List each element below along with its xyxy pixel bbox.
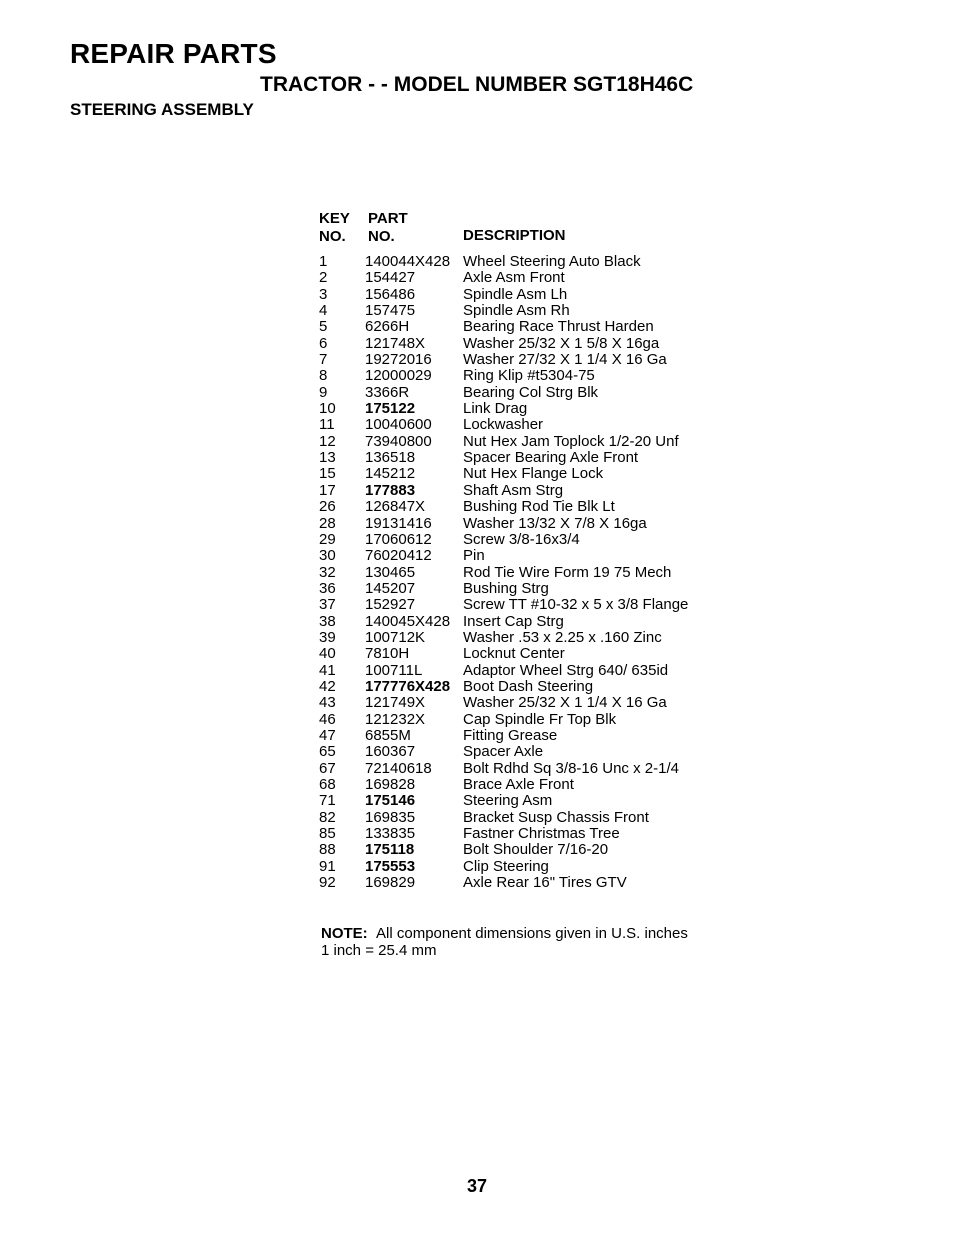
part-number: 121232X — [365, 710, 426, 728]
key-number: 28 — [319, 514, 336, 532]
table-row — [319, 319, 739, 335]
part-number: 145212 — [365, 465, 416, 483]
key-number: 41 — [319, 661, 336, 679]
key-number: 91 — [319, 857, 336, 875]
key-number: 29 — [319, 530, 336, 548]
table-row — [319, 581, 739, 597]
part-description: Axle Rear 16" Tires GTV — [463, 874, 627, 892]
part-description: Nut Hex Flange Lock — [463, 465, 604, 483]
part-description: Rod Tie Wire Form 19 75 Mech — [463, 563, 672, 581]
key-number: 3 — [319, 285, 328, 303]
key-number: 13 — [319, 449, 336, 467]
part-number: 72140618 — [365, 759, 432, 777]
table-row — [319, 401, 739, 417]
part-number: 154427 — [365, 269, 416, 287]
table-row — [319, 761, 739, 777]
part-number: 152927 — [365, 596, 416, 614]
part-number: 100712K — [365, 628, 426, 646]
table-row — [319, 744, 739, 760]
part-number: 177776X428 — [365, 677, 451, 695]
part-number: 19272016 — [365, 351, 432, 369]
part-description: Ring Klip #t5304-75 — [463, 367, 595, 385]
part-description: Link Drag — [463, 400, 528, 418]
column-header-description: DESCRIPTION — [463, 227, 566, 244]
part-number: 160367 — [365, 743, 416, 761]
table-row — [319, 777, 739, 793]
part-description: Bearing Col Strg Blk — [463, 383, 599, 401]
part-number: 76020412 — [365, 547, 432, 565]
key-number: 85 — [319, 825, 336, 843]
table-row — [319, 336, 739, 352]
table-row — [319, 303, 739, 319]
table-row — [319, 450, 739, 466]
part-description: Fastner Christmas Tree — [463, 825, 620, 843]
part-description: Spindle Asm Lh — [463, 285, 568, 303]
part-number: 3366R — [365, 383, 410, 401]
key-number: 12 — [319, 432, 336, 450]
part-number: 126847X — [365, 498, 426, 516]
key-number: 67 — [319, 759, 336, 777]
table-row — [319, 859, 739, 875]
table-row — [319, 368, 739, 384]
page-number: 37 — [466, 1176, 488, 1196]
table-row — [319, 270, 739, 286]
part-number: 175146 — [365, 792, 416, 810]
table-row — [319, 516, 739, 532]
key-number: 40 — [319, 645, 336, 663]
table-row — [319, 352, 739, 368]
table-row — [319, 695, 739, 711]
table-row — [319, 728, 739, 744]
part-description: Spindle Asm Rh — [463, 302, 570, 320]
part-description: Bushing Strg — [463, 579, 549, 597]
key-number: 42 — [319, 677, 336, 695]
key-number: 26 — [319, 498, 336, 516]
table-row — [319, 532, 739, 548]
table-row — [319, 842, 739, 858]
key-number: 36 — [319, 579, 336, 597]
key-number: 4 — [319, 302, 328, 320]
column-header-key-no: KEY NO. — [319, 210, 350, 245]
key-number: 11 — [319, 416, 335, 434]
part-number: 175122 — [365, 400, 416, 418]
part-description: Axle Asm Front — [463, 269, 565, 287]
part-number: 12000029 — [365, 367, 432, 385]
part-description: Lockwasher — [463, 416, 544, 434]
part-description: Washer 27/32 X 1 1/4 X 16 Ga — [463, 351, 667, 369]
part-description: Clip Steering — [463, 857, 549, 875]
part-number: 177883 — [365, 481, 416, 499]
part-number: 156486 — [365, 285, 416, 303]
part-description: Locknut Center — [463, 645, 565, 663]
key-number: 47 — [319, 726, 336, 744]
key-number: 5 — [319, 318, 328, 336]
key-number: 38 — [319, 612, 336, 630]
part-number: 73940800 — [365, 432, 432, 450]
key-number: 17 — [319, 481, 336, 499]
table-row — [319, 679, 739, 695]
part-number: 121748X — [365, 334, 426, 352]
column-header-part-no: PART NO. — [368, 210, 408, 245]
parts-list — [319, 254, 739, 891]
note-text: All component dimensions given in U.S. inches — [376, 925, 688, 942]
part-number: 169835 — [365, 808, 416, 826]
part-number: 175553 — [365, 857, 416, 875]
key-number: 92 — [319, 874, 336, 892]
part-description: Nut Hex Jam Toplock 1/2-20 Unf — [463, 432, 679, 450]
note-conversion: 1 inch = 25.4 mm — [321, 941, 437, 959]
key-number: 71 — [319, 792, 336, 810]
part-description: Pin — [463, 547, 485, 565]
part-description: Washer 25/32 X 1 5/8 X 16ga — [463, 334, 660, 352]
key-number: 88 — [319, 841, 336, 859]
table-row — [319, 434, 739, 450]
part-number: 169829 — [365, 874, 416, 892]
table-row — [319, 548, 739, 564]
part-number: 140044X428 — [365, 253, 451, 270]
part-description: Bracket Susp Chassis Front — [463, 808, 649, 826]
table-row — [319, 417, 739, 433]
part-description: Washer 13/32 X 7/8 X 16ga — [463, 514, 647, 532]
key-number: 32 — [319, 563, 336, 581]
key-number: 82 — [319, 808, 336, 826]
model-heading: TRACTOR - - MODEL NUMBER SGT18H46C — [260, 73, 694, 96]
key-number: 1 — [319, 253, 328, 270]
table-row — [319, 614, 739, 630]
part-number: 100711L — [365, 661, 423, 679]
key-number: 37 — [319, 596, 336, 614]
part-number: 6266H — [365, 318, 410, 336]
key-number: 65 — [319, 743, 336, 761]
part-number: 175118 — [365, 841, 415, 859]
part-number: 17060612 — [365, 530, 432, 548]
table-row — [319, 287, 739, 303]
table-row — [319, 385, 739, 401]
part-description: Wheel Steering Auto Black — [463, 253, 641, 270]
table-row — [319, 565, 739, 581]
key-number: 68 — [319, 776, 336, 793]
key-number: 6 — [319, 334, 328, 352]
key-number: 15 — [319, 465, 336, 483]
section-heading: STEERING ASSEMBLY — [70, 100, 254, 119]
table-row — [319, 646, 739, 662]
table-row — [319, 597, 739, 613]
table-row — [319, 483, 739, 499]
key-number: 46 — [319, 710, 336, 728]
table-row — [319, 663, 739, 679]
part-number: 130465 — [365, 563, 416, 581]
part-number: 19131416 — [365, 514, 432, 532]
key-number: 2 — [319, 269, 328, 287]
table-row — [319, 630, 739, 646]
part-description: Bolt Shoulder 7/16-20 — [463, 841, 609, 859]
table-row — [319, 793, 739, 809]
part-description: Bearing Race Thrust Harden — [463, 318, 654, 336]
table-row — [319, 712, 739, 728]
note — [321, 926, 688, 959]
table-row — [319, 826, 739, 842]
key-number: 43 — [319, 694, 336, 712]
part-description: Bolt Rdhd Sq 3/8-16 Unc x 2-1/4 — [463, 759, 679, 777]
part-description: Shaft Asm Strg — [463, 481, 564, 499]
part-description: Adaptor Wheel Strg 640/ 635id — [463, 661, 669, 679]
part-number: 121749X — [365, 694, 426, 712]
part-number: 169828 — [365, 776, 416, 793]
part-number: 136518 — [365, 449, 416, 467]
note-label: NOTE: — [321, 925, 368, 942]
table-row — [319, 875, 739, 891]
part-description: Insert Cap Strg — [463, 612, 564, 630]
table-row — [319, 499, 739, 515]
part-description: Screw TT #10-32 x 5 x 3/8 Flange — [463, 596, 689, 614]
part-number: 133835 — [365, 825, 416, 843]
part-number: 6855M — [365, 726, 411, 744]
part-description: Spacer Bearing Axle Front — [463, 449, 639, 467]
part-number: 145207 — [365, 579, 416, 597]
part-description: Spacer Axle — [463, 743, 544, 761]
key-number: 39 — [319, 628, 336, 646]
part-description: Brace Axle Front — [463, 776, 574, 793]
table-row — [319, 810, 739, 826]
part-description: Washer 25/32 X 1 1/4 X 16 Ga — [463, 694, 667, 712]
part-number: 140045X428 — [365, 612, 451, 630]
key-number: 7 — [319, 351, 328, 369]
part-description: Bushing Rod Tie Blk Lt — [463, 498, 615, 516]
key-number: 8 — [319, 367, 328, 385]
part-description: Fitting Grease — [463, 726, 558, 744]
part-number: 7810H — [365, 645, 410, 663]
part-description: Boot Dash Steering — [463, 677, 594, 695]
part-description: Washer .53 x 2.25 x .160 Zinc — [463, 628, 662, 646]
part-number: 157475 — [365, 302, 416, 320]
part-number: 10040600 — [365, 416, 432, 434]
key-number: 30 — [319, 547, 336, 565]
part-description: Screw 3/8-16x3/4 — [463, 530, 580, 548]
part-description: Cap Spindle Fr Top Blk — [463, 710, 617, 728]
table-row — [319, 466, 739, 482]
key-number: 9 — [319, 383, 328, 401]
key-number: 10 — [319, 400, 336, 418]
table-row — [319, 254, 739, 270]
part-description: Steering Asm — [463, 792, 553, 810]
page-title: REPAIR PARTS — [70, 38, 277, 69]
